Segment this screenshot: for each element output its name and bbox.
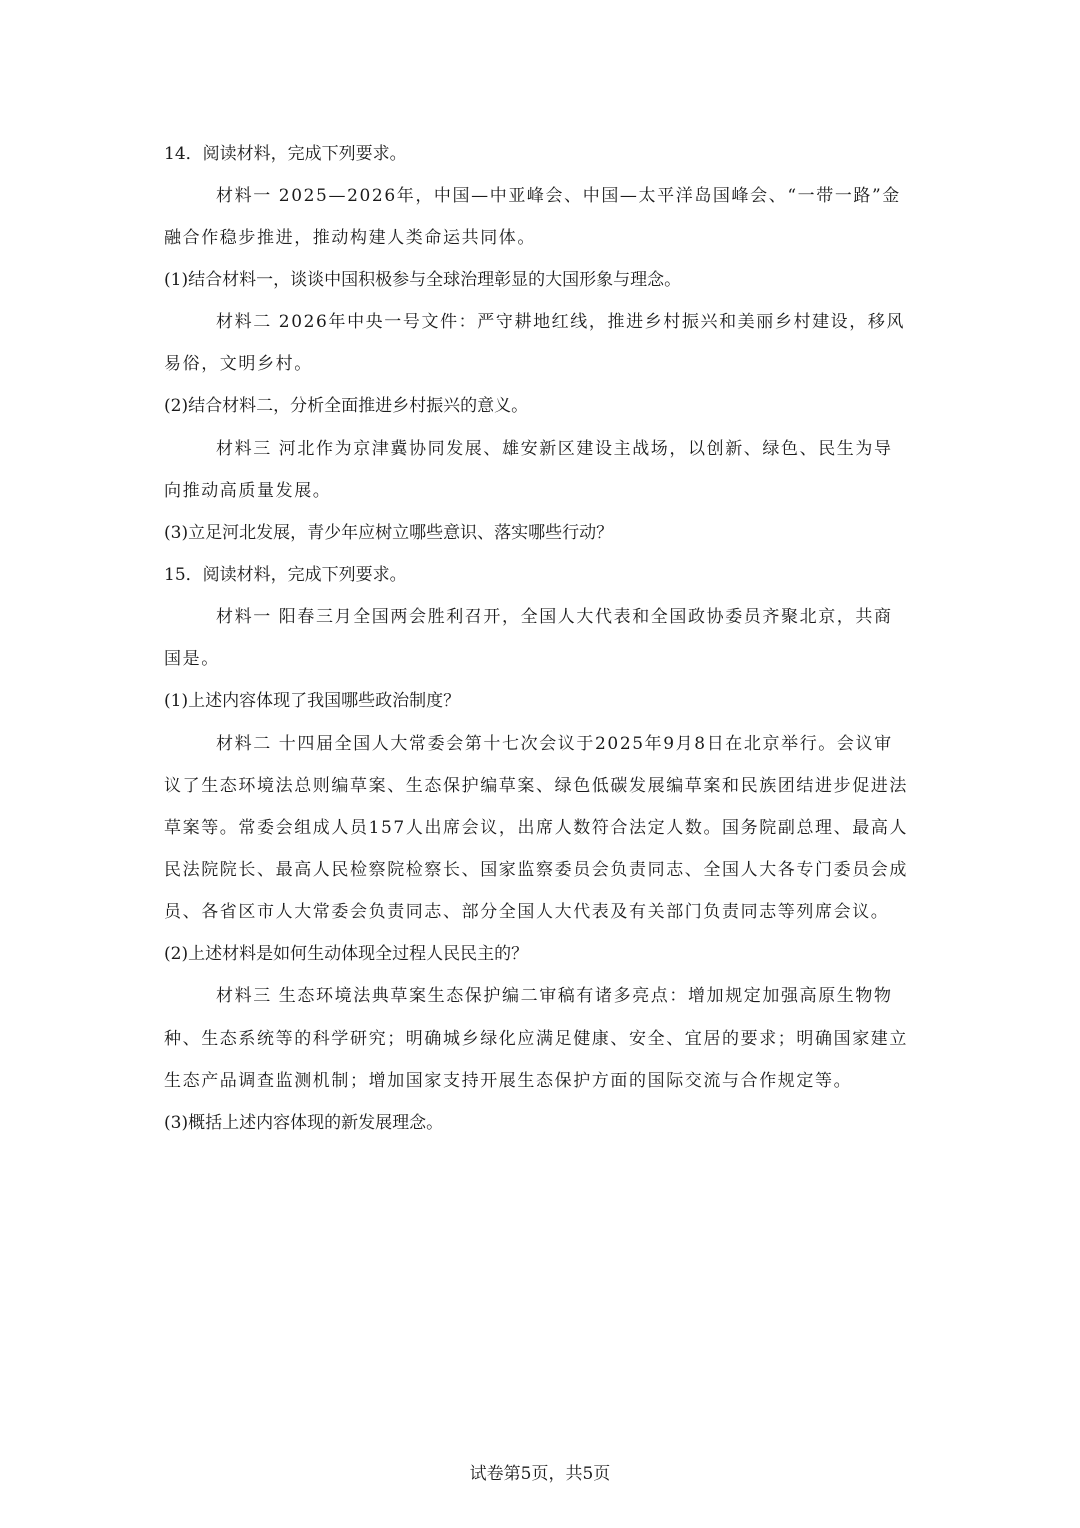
question-15-heading: 15．阅读材料，完成下列要求。 [164,565,407,585]
q15-material-1-line-2: 国是。 [164,649,220,669]
q14-material-1-line-2: 融合作稳步推进，推动构建人类命运共同体。 [164,228,536,248]
q15-material-3-line-3: 生态产品调查监测机制；增加国家支持开展生态保护方面的国际交流与合作规定等。 [164,1071,853,1091]
q15-material-2-line-2: 议了生态环境法总则编草案、生态保护编草案、绿色低碳发展编草案和民族团结进步促进法 [164,776,908,796]
q14-material-1-line-1: 材料一 2025—2026年，中国—中亚峰会、中国—太平洋岛国峰会、“一带一路”金 [216,186,901,206]
q14-material-2-line-1: 材料二 2026年中央一号文件：严守耕地红线，推进乡村振兴和美丽乡村建设，移风 [216,312,906,332]
q15-material-2-line-1: 材料二 十四届全国人大常委会第十七次会议于2025年9月8日在北京举行。会议审 [216,734,893,754]
q15-sub-question-1: (1)上述内容体现了我国哪些政治制度？ [164,691,461,711]
q14-material-3-line-1: 材料三 河北作为京津冀协同发展、雄安新区建设主战场，以创新、绿色、民生为导 [216,439,893,459]
question-14-heading: 14．阅读材料，完成下列要求。 [164,144,407,164]
q15-material-3-line-2: 种、生态系统等的科学研究；明确城乡绿化应满足健康、安全、宜居的要求；明确国家建立 [164,1029,908,1049]
q14-material-2-line-2: 易俗，文明乡村。 [164,354,313,374]
q15-material-2-line-4: 民法院院长、最高人民检察院检察长、国家监察委员会负责同志、全国人大各专门委员会成 [164,860,908,880]
q15-material-3-line-1: 材料三 生态环境法典草案生态保护编二审稿有诸多亮点：增加规定加强高原生物物 [216,986,893,1006]
page-footer: 试卷第5页，共5页 [469,1464,611,1484]
q15-sub-question-2: (2)上述材料是如何生动体现全过程人民民主的？ [164,944,529,964]
q14-sub-question-2: (2)结合材料二，分析全面推进乡村振兴的意义。 [164,396,529,416]
q15-material-1-line-1: 材料一 阳春三月全国两会胜利召开，全国人大代表和全国政协委员齐聚北京，共商 [216,607,893,627]
q14-sub-question-3: (3)立足河北发展，青少年应树立哪些意识、落实哪些行动？ [164,523,614,543]
q15-sub-question-3: (3)概括上述内容体现的新发展理念。 [164,1113,444,1133]
q14-material-3-line-2: 向推动高质量发展。 [164,481,332,501]
q15-material-2-line-3: 草案等。常委会组成人员157人出席会议，出席人数符合法定人数。国务院副总理、最高人 [164,818,909,838]
q15-material-2-line-5: 员、各省区市人大常委会负责同志、部分全国人大代表及有关部门负责同志等列席会议。 [164,902,890,922]
q14-sub-question-1: (1)结合材料一，谈谈中国积极参与全球治理彰显的大国形象与理念。 [164,270,682,290]
